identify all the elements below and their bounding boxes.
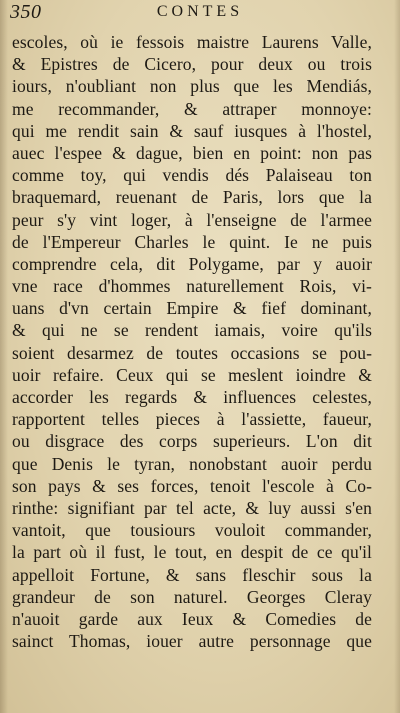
text-line: braquemard, reuenant de Paris, lors que la [12,187,372,208]
text-line: uoir refaire. Ceux qui se meslent ioindre & [12,364,372,385]
text-line: accorder les regards & influences celestes, [12,387,372,407]
text-line: grandeur de son naturel. Georges Cleray [12,586,372,607]
text-line: & Epistres de Cicero, pour deux ou trois [12,54,372,75]
running-title: CONTES [156,3,244,20]
text-line: rapportent telles pieces à l'assiette, faueur, [12,409,372,430]
text-line: escoles, où ie fessois maistre Laurens Valle, [12,32,372,52]
text-line: & qui ne se rendent iamais, voire qu'ils [12,320,372,341]
text-line: qui me rendit sain & sauf iusques à l'hostel, [12,120,372,141]
text-line: comprendre cela, dit Polygame, par y auoir [12,253,372,274]
page-number: 350 [10,1,42,23]
text-line: appelloit Fortune, & sans fleschir sous la [12,564,372,585]
text-line: la part où il fust, le tout, en despit de ce qu'il [12,542,372,563]
text-line: uans d'vn certain Empire & fief dominant, [12,298,372,319]
text-line: vne race d'hommes naturellement Rois, vi- [12,276,372,297]
text-line: ou disgrace des corps superieurs. L'on dit [12,431,372,452]
text-line: son pays & ses forces, tenoit l'escole à Co- [12,475,372,496]
text-line: iours, n'oubliant non plus que les Mendiás, [12,76,372,97]
text-line: de l'Empereur Charles le quint. Ie ne puis [12,231,372,252]
text-line: vantoit, que tousiours vouloit commander, [12,520,372,541]
running-head [10,1,390,25]
text-line: soient desarmez de toutes occasions se pou- [12,342,372,363]
text-line: comme toy, qui vendis dés Palaiseau ton [12,165,372,186]
text-line: auec l'espee & dague, bien en point: non pas [12,142,372,163]
text-line: peur s'y vint loger, à l'enseigne de l'armee [12,209,372,230]
text-line: me recommander, & attraper monnoye: [12,98,372,119]
text-line: que Denis le tyran, nonobstant auoir perdu [12,453,372,474]
text-line: n'auoit garde aux Ieux & Comedies de [12,608,372,629]
text-line: sainct Thomas, iouer autre personnage que [12,631,372,652]
body-text [12,31,372,652]
text-line: rinthe: signifiant par tel acte, & luy aussi s'en [12,497,372,518]
